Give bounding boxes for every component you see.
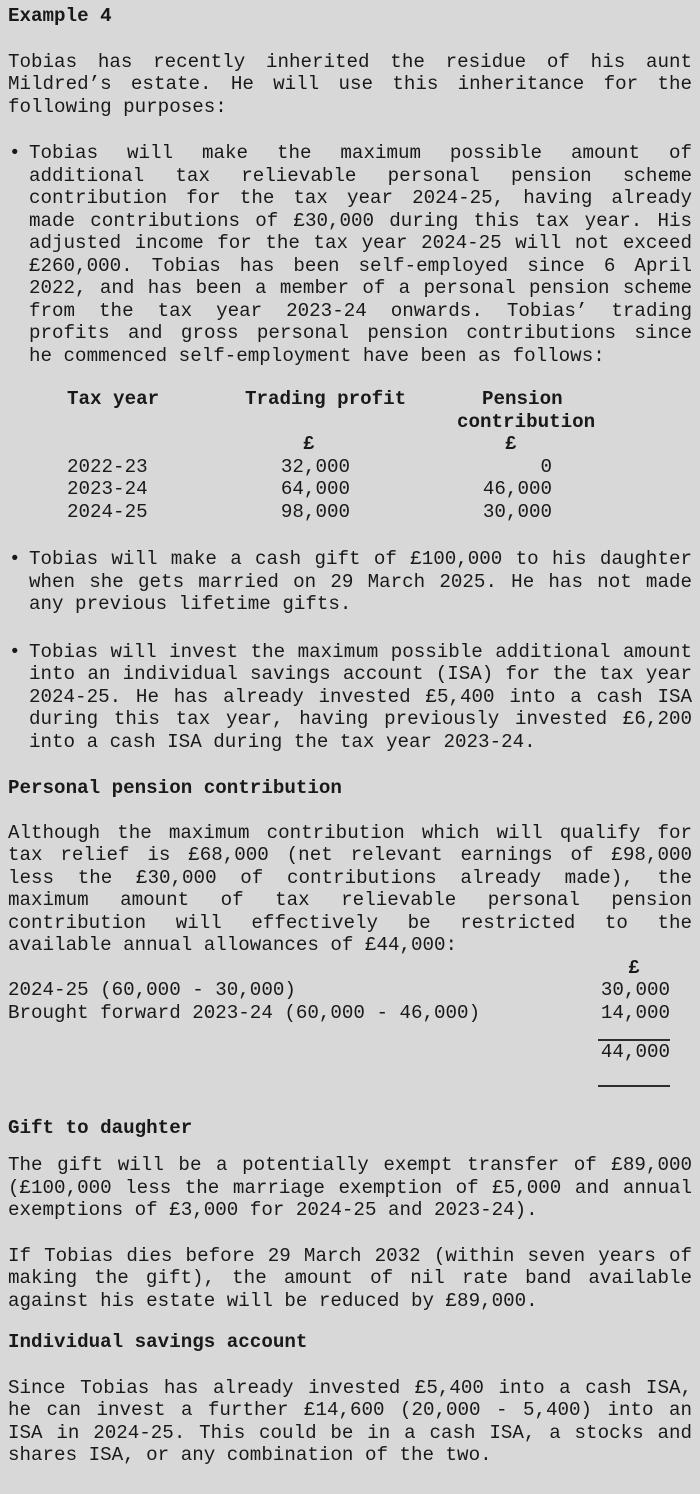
currency-symbol-trading: £ bbox=[303, 433, 315, 455]
trading-profit-cell: 64,000 bbox=[280, 478, 350, 500]
pension-contribution-cell: 30,000 bbox=[482, 500, 552, 523]
tax-year-cell: 2024-25 bbox=[67, 500, 148, 523]
tax-year-cell: 2023-24 bbox=[67, 478, 148, 500]
table-header-pension-line1: Pension bbox=[482, 388, 563, 410]
computation-row bbox=[8, 1002, 692, 1025]
computation-currency-row bbox=[8, 957, 692, 980]
tax-year-cell: 2022-23 bbox=[67, 455, 148, 478]
table-header-trading-profit: Trading profit bbox=[245, 388, 407, 410]
computation-amount: 30,000 bbox=[600, 979, 670, 1001]
trading-profit-cell: 98,000 bbox=[280, 500, 350, 523]
bullet-text: Tobias will make a cash gift of £100,000 to his daughter when she gets married on 29 March 2025. He has not made any previous lifetime gifts. bbox=[29, 548, 692, 615]
pension-contribution-cell: 46,000 bbox=[482, 478, 552, 500]
page-title: Example 4 bbox=[8, 5, 112, 27]
bullet-list bbox=[8, 142, 692, 753]
trading-profit-cell: 32,000 bbox=[280, 455, 350, 478]
pension-contribution-cell: 0 bbox=[540, 455, 552, 478]
bullet-text: Tobias will make the maximum possible amount of additional tax relievable personal pension scheme contribution for the tax year 2024-25, having already made contributions of £30,000 during this tax year. His adjusted income for the tax year 2024-25 will not exceed £260,000. Tobias has been self-employed since 6 April 2022, and has been a member of a personal pension scheme from the tax year 2023-24 onwards. Tobias’ trading profits and gross personal pension contributions since bbox=[29, 142, 692, 344]
bullet-item-gift bbox=[8, 548, 692, 616]
profits-table bbox=[8, 388, 692, 523]
computation-total-row bbox=[8, 1041, 692, 1064]
pension-paragraph: Although the maximum contribution which will qualify for tax relief is £68,000 (net relevant earnings of £98,000 less the £30,000 of contributions already made), the maximum amount of tax relievable personal pension contribution will effectively be restricted to the available annual allowances of £44,000: bbox=[8, 821, 692, 956]
table-header-tax-year: Tax year bbox=[67, 388, 160, 410]
bullet-text-continued: he commenced self-employment have been as follows: bbox=[29, 344, 605, 367]
computation-label: 2024-25 (60,000 - 30,000) bbox=[8, 979, 296, 1001]
table-header-pension-line2: contribution bbox=[457, 410, 596, 433]
isa-paragraph: Since Tobias has already invested £5,400 into a cash ISA, he can invest a further £14,600 (20,000 - 5,400) into an ISA in 2024-25. This could be in a cash ISA, a stocks and shares ISA, or any combination of the two. bbox=[8, 1376, 692, 1466]
computation-amount: 14,000 bbox=[600, 1001, 670, 1024]
currency-symbol-pension: £ bbox=[505, 433, 517, 455]
section-heading-pension: Personal pension contribution bbox=[8, 777, 342, 799]
bullet-icon: • bbox=[9, 142, 21, 164]
section-heading-isa: Individual savings account bbox=[8, 1331, 308, 1353]
computation-total: 44,000 bbox=[600, 1041, 670, 1063]
computation-currency-header: £ bbox=[628, 956, 640, 979]
spacer bbox=[8, 957, 598, 980]
spacer bbox=[8, 1041, 598, 1064]
intro-paragraph: Tobias has recently inherited the residue of his aunt Mildred’s estate. He will use this inheritance for the following purposes: bbox=[8, 50, 692, 118]
computation-row bbox=[8, 979, 692, 1002]
bullet-item-pension bbox=[8, 142, 692, 367]
bullet-item-isa bbox=[8, 641, 692, 754]
computation-label: Brought forward 2023-24 (60,000 - 46,000) bbox=[8, 1001, 481, 1024]
bullet-text: Tobias will invest the maximum possible additional amount into an individual savings account (ISA) for the tax year 2024-25. He has already invested £5,400 into a cash ISA during this tax year, having previously invested £6,200 into a cash ISA during the tax year 2023-24. bbox=[29, 640, 692, 753]
bullet-icon: • bbox=[9, 640, 21, 663]
gift-paragraph-2: If Tobias dies before 29 March 2032 (within seven years of making the gift), the amount of nil rate band available against his estate will be reduced by £89,000. bbox=[8, 1244, 692, 1312]
gift-paragraph-1: The gift will be a potentially exempt transfer of £89,000 (£100,000 less the marriage exemption of £5,000 and annual exemptions of £3,000 for 2024-25 and 2023-24). bbox=[8, 1154, 692, 1221]
pension-computation bbox=[8, 957, 692, 1087]
section-heading-gift: Gift to daughter bbox=[8, 1116, 193, 1139]
computation-rule-bottom bbox=[598, 1085, 670, 1087]
bullet-icon: • bbox=[9, 548, 21, 570]
